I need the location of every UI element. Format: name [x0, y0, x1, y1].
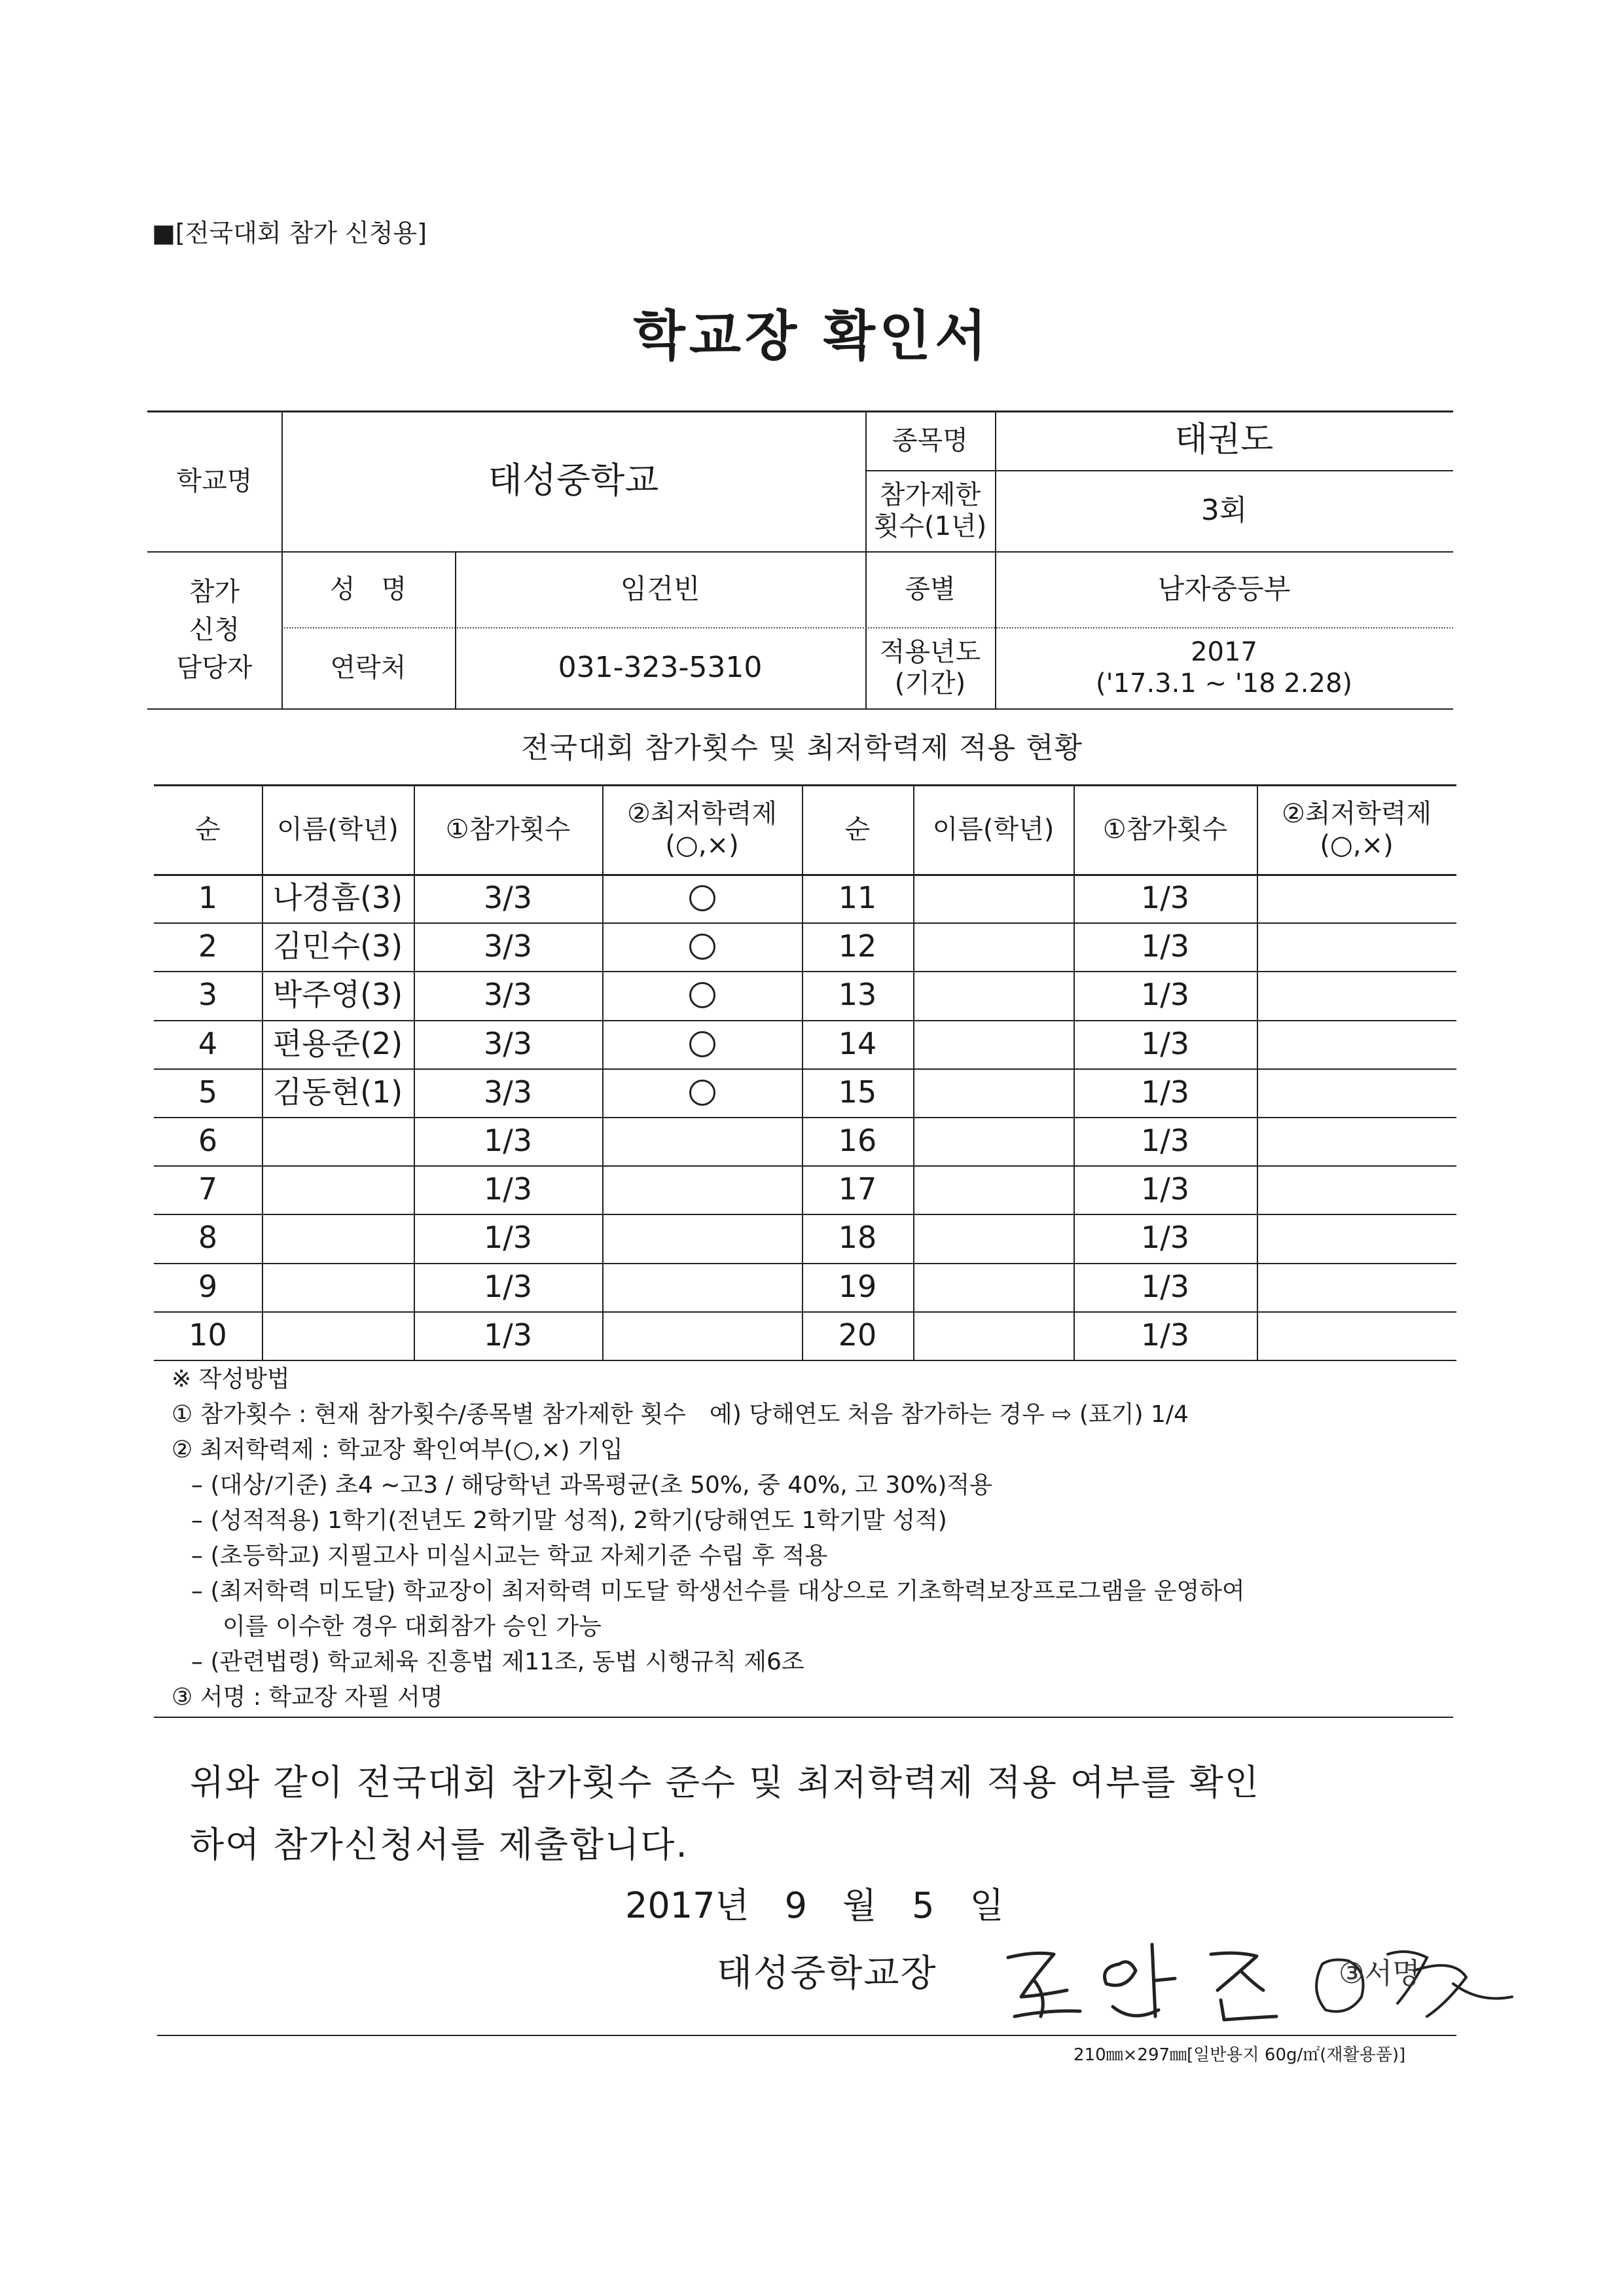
row-name: 편용준(2) — [272, 1026, 403, 1062]
row-no: 20 — [838, 1317, 877, 1353]
row-count: 1/3 — [1140, 928, 1190, 964]
header-min-grade-line1: ②최저학력제 — [1281, 798, 1432, 829]
row-no: 15 — [838, 1074, 877, 1110]
circle-mark — [689, 1080, 715, 1106]
row-name — [913, 1117, 1074, 1165]
row-name — [913, 1311, 1074, 1360]
row-name — [913, 1020, 1074, 1068]
row-name — [262, 1263, 414, 1311]
row-min-grade — [1257, 874, 1456, 922]
row-count: 1/3 — [483, 1269, 533, 1305]
row-no: 16 — [838, 1123, 877, 1159]
row-no: 10 — [189, 1317, 227, 1353]
row-name — [913, 1263, 1074, 1311]
header-min-grade — [1257, 784, 1456, 874]
row-name: 나경흠(3) — [272, 880, 403, 916]
limit-label-line2: 횟수(1년) — [873, 511, 987, 541]
note-2b: – (성적적용) 1학기(전년도 2학기말 성적), 2학기(당해연도 1학기말 성적) — [191, 1507, 947, 1534]
circle-mark — [689, 885, 715, 911]
note-3: ③ 서명 : 학교장 자필 서명 — [171, 1684, 443, 1711]
row-count: 3/3 — [483, 880, 533, 916]
row-no: 9 — [198, 1269, 218, 1305]
row-name — [913, 922, 1074, 971]
applicant-label-line3: 담당자 — [176, 653, 253, 683]
row-no: 7 — [198, 1171, 218, 1207]
submission-date: 2017년 9 월 5 일 — [625, 1885, 1004, 1926]
row-min-grade — [1257, 1263, 1456, 1311]
row-min-grade — [1257, 1117, 1456, 1165]
note-2d-cont: 이를 이수한 경우 대회참가 승인 가능 — [223, 1613, 602, 1640]
notes-heading: ※ 작성방법 — [171, 1366, 290, 1393]
row-count: 1/3 — [1140, 1123, 1190, 1159]
event-label: 종목명 — [892, 425, 968, 456]
applicant-label — [147, 551, 281, 708]
row-min-grade — [1257, 1020, 1456, 1068]
page-title: 학교장 확인서 — [633, 305, 991, 367]
row-no: 18 — [838, 1220, 877, 1256]
name-label: 성 명 — [329, 574, 407, 604]
contact-label: 연락처 — [330, 653, 406, 683]
row-min-grade — [1257, 922, 1456, 971]
row-no: 19 — [838, 1269, 877, 1305]
event-value: 태권도 — [1174, 420, 1274, 460]
row-count: 1/3 — [1140, 1074, 1190, 1110]
row-count: 1/3 — [1140, 1171, 1190, 1207]
row-min-grade — [1257, 1214, 1456, 1262]
row-min-grade — [602, 1214, 802, 1262]
row-count: 3/3 — [483, 1074, 533, 1110]
note-2c: – (초등학교) 지필고사 미실시교는 학교 자체기준 수립 후 적용 — [191, 1542, 828, 1569]
header-min-grade-line1: ②최저학력제 — [626, 798, 778, 829]
row-name: 김동현(1) — [272, 1074, 403, 1110]
row-name — [262, 1117, 414, 1165]
year-value-line1: 2017 — [1191, 637, 1257, 667]
statement-line2: 하여 참가신청서를 제출합니다. — [190, 1824, 689, 1865]
row-name — [262, 1165, 414, 1214]
signature — [995, 1918, 1532, 2030]
header-no: 순 — [195, 814, 221, 845]
year-value-line2: ('17.3.1 ~ '18 2.28) — [1095, 668, 1353, 699]
row-no: 6 — [198, 1123, 218, 1159]
row-no: 11 — [838, 880, 877, 916]
row-min-grade — [602, 1311, 802, 1360]
row-count: 1/3 — [483, 1317, 533, 1353]
row-no: 2 — [198, 928, 218, 964]
row-count: 1/3 — [1140, 1026, 1190, 1062]
note-2: ② 최저학력제 : 학교장 확인여부(○,×) 기입 — [171, 1436, 623, 1463]
row-min-grade — [602, 1263, 802, 1311]
row-no: 14 — [838, 1026, 877, 1062]
header-count: ①참가횟수 — [1102, 814, 1228, 845]
row-min-grade — [1257, 1068, 1456, 1117]
circle-mark — [689, 982, 715, 1008]
division-value: 남자중등부 — [1157, 572, 1291, 605]
header-name: 이름(학년) — [932, 814, 1055, 845]
row-min-grade — [602, 1020, 802, 1068]
row-no: 8 — [198, 1220, 218, 1256]
header-count: ①참가횟수 — [445, 814, 571, 845]
header-min-grade-line2: (○,×) — [665, 829, 739, 860]
row-count: 1/3 — [1140, 1269, 1190, 1305]
sign-mark: ③서명 — [1339, 1957, 1420, 1990]
header-min-grade — [602, 784, 802, 874]
year-label-line2: (기간) — [894, 668, 966, 699]
row-count: 1/3 — [483, 1220, 533, 1256]
row-min-grade — [602, 874, 802, 922]
row-min-grade — [1257, 1311, 1456, 1360]
header-no: 순 — [844, 814, 871, 845]
row-name — [913, 1165, 1074, 1214]
row-no: 13 — [838, 977, 877, 1013]
applicant-label-line2: 신청 — [189, 615, 240, 645]
divider-notes — [154, 1717, 1453, 1718]
row-count: 1/3 — [1140, 880, 1190, 916]
limit-label-line1: 참가제한 — [879, 480, 981, 510]
note-2a: – (대상/기준) 초4 ~고3 / 해당학년 과목평균(초 50%, 중 40%, 고 30%)적용 — [191, 1472, 992, 1499]
row-name — [262, 1311, 414, 1360]
row-min-grade — [1257, 1165, 1456, 1214]
row-min-grade — [1257, 971, 1456, 1019]
row-count: 3/3 — [483, 928, 533, 964]
row-count: 1/3 — [1140, 1220, 1190, 1256]
row-no: 17 — [838, 1171, 877, 1207]
contact-value: 031-323-5310 — [558, 650, 763, 684]
row-count: 1/3 — [483, 1123, 533, 1159]
row-name — [262, 1214, 414, 1262]
row-count: 3/3 — [483, 1026, 533, 1062]
row-no: 3 — [198, 977, 218, 1013]
header-min-grade-line2: (○,×) — [1320, 829, 1394, 860]
row-no: 5 — [198, 1074, 218, 1110]
row-min-grade — [602, 1117, 802, 1165]
row-name: 김민수(3) — [272, 928, 403, 964]
row-count: 1/3 — [483, 1171, 533, 1207]
year-value — [995, 627, 1453, 708]
circle-mark — [689, 1031, 715, 1057]
year-label — [865, 627, 995, 708]
school-name: 태성중학교 — [488, 460, 659, 501]
note-2d: – (최저학력 미도달) 학교장이 최저학력 미도달 학생선수를 대상으로 기초학력보장프로그램을 운영하여 — [191, 1578, 1245, 1605]
limit-value: 3회 — [1200, 493, 1248, 527]
divider-footer — [157, 2035, 1456, 2036]
statement-line1: 위와 같이 전국대회 참가횟수 준수 및 최저학력제 적용 여부를 확인 — [190, 1762, 1260, 1803]
row-name — [913, 1068, 1074, 1117]
circle-mark — [689, 934, 715, 960]
status-title: 전국대회 참가횟수 및 최저학력제 적용 현황 — [520, 731, 1083, 765]
row-min-grade — [602, 922, 802, 971]
applicant-label-line1: 참가 — [189, 577, 240, 607]
paper-spec: 210㎜×297㎜[일반용지 60g/㎡(재활용품)] — [1074, 2045, 1406, 2065]
note-2e: – (관련법령) 학교체육 진흥법 제11조, 동법 시행규칙 제6조 — [191, 1649, 804, 1675]
name-value: 임건빈 — [620, 572, 700, 605]
row-min-grade — [602, 1165, 802, 1214]
row-no: 12 — [838, 928, 877, 964]
table-row-line — [154, 1360, 1456, 1361]
row-no: 1 — [198, 880, 218, 916]
row-min-grade — [602, 971, 802, 1019]
row-count: 1/3 — [1140, 977, 1190, 1013]
principal-title: 태성중학교장 — [717, 1952, 937, 1995]
limit-label — [865, 470, 995, 551]
row-name — [913, 874, 1074, 922]
row-no: 4 — [198, 1026, 218, 1062]
division-label: 종별 — [905, 574, 956, 604]
row-name — [913, 1214, 1074, 1262]
row-name: 박주영(3) — [272, 977, 403, 1013]
row-min-grade — [602, 1068, 802, 1117]
note-1: ① 참가횟수 : 현재 참가횟수/종목별 참가제한 횟수 예) 당해연도 처음 참가하는 경우 ⇨ (표기) 1/4 — [171, 1401, 1189, 1428]
row-name — [913, 971, 1074, 1019]
year-label-line1: 적용년도 — [879, 637, 981, 667]
row-count: 1/3 — [1140, 1317, 1190, 1353]
form-tag: ■[전국대회 참가 신청용] — [152, 219, 427, 247]
header-name: 이름(학년) — [277, 814, 399, 845]
row-count: 3/3 — [483, 977, 533, 1013]
school-label: 학교명 — [176, 465, 253, 496]
